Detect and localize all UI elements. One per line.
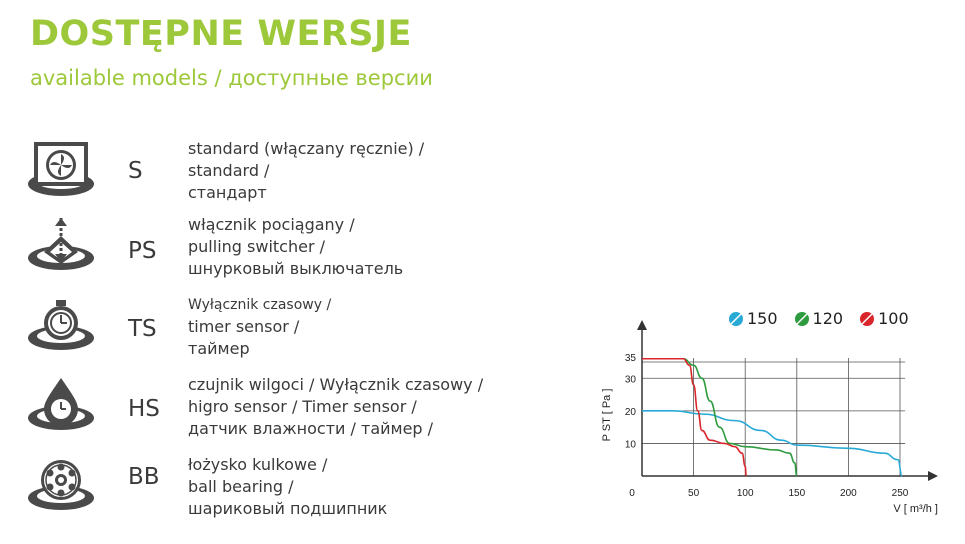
x-tick-label: 200 xyxy=(840,488,857,499)
model-description: Wyłącznik czasowy / timer sensor / таймер xyxy=(188,297,332,358)
y-tick-label: 10 xyxy=(624,439,636,451)
model-row-s xyxy=(0,138,520,214)
ball-bearing-icon xyxy=(26,456,96,514)
page-subtitle: available models / доступные версии xyxy=(30,66,433,90)
model-description: włącznik pociągany / pulling switcher / шнурковый выключатель xyxy=(188,215,404,278)
model-description: standard (włączany ręcznie) / standard / стандарт xyxy=(188,139,425,202)
model-row-ps xyxy=(0,214,520,290)
fan-box-icon xyxy=(26,140,96,198)
model-description: czujnik wilgoci / Wyłącznik czasowy / higro sensor / Timer sensor / датчик влажности / таймер / xyxy=(188,375,484,438)
y-axis-label: P ST [ Pa ] xyxy=(601,388,613,442)
model-code: BB xyxy=(128,464,160,490)
timer-icon xyxy=(26,296,96,354)
model-code: HS xyxy=(128,396,160,422)
model-code: PS xyxy=(128,238,157,264)
x-tick-label: 100 xyxy=(736,488,754,499)
page-title: DOSTĘPNE WERSJE xyxy=(30,14,412,54)
x-tick-label: 50 xyxy=(688,488,700,499)
model-code: S xyxy=(128,158,143,184)
model-row-ts xyxy=(0,294,520,370)
x-tick-label: 0 xyxy=(629,488,635,499)
pull-switch-icon xyxy=(26,216,96,274)
x-axis-label: V [ m³/h ] xyxy=(893,503,938,515)
model-row-hs xyxy=(0,374,520,450)
y-axis-arrow xyxy=(637,320,647,330)
x-axis-arrow xyxy=(928,471,938,481)
model-description: łożysko kulkowe / ball bearing / шариковый подшипник xyxy=(188,455,388,518)
model-code: TS xyxy=(128,316,157,342)
x-tick-label: 250 xyxy=(891,488,909,499)
model-row-bb xyxy=(0,454,520,530)
y-tick-label: 35 xyxy=(624,353,636,364)
series-line-100 xyxy=(642,359,746,476)
x-tick-label: 150 xyxy=(788,488,806,499)
humidity-sensor-icon xyxy=(26,376,96,434)
y-tick-label: 20 xyxy=(624,406,636,418)
y-tick-label: 30 xyxy=(624,374,636,386)
performance-chart xyxy=(590,300,950,530)
legend-label: 150 xyxy=(747,309,778,328)
legend-label: 120 xyxy=(812,309,844,328)
legend-label: 100 xyxy=(878,309,909,328)
